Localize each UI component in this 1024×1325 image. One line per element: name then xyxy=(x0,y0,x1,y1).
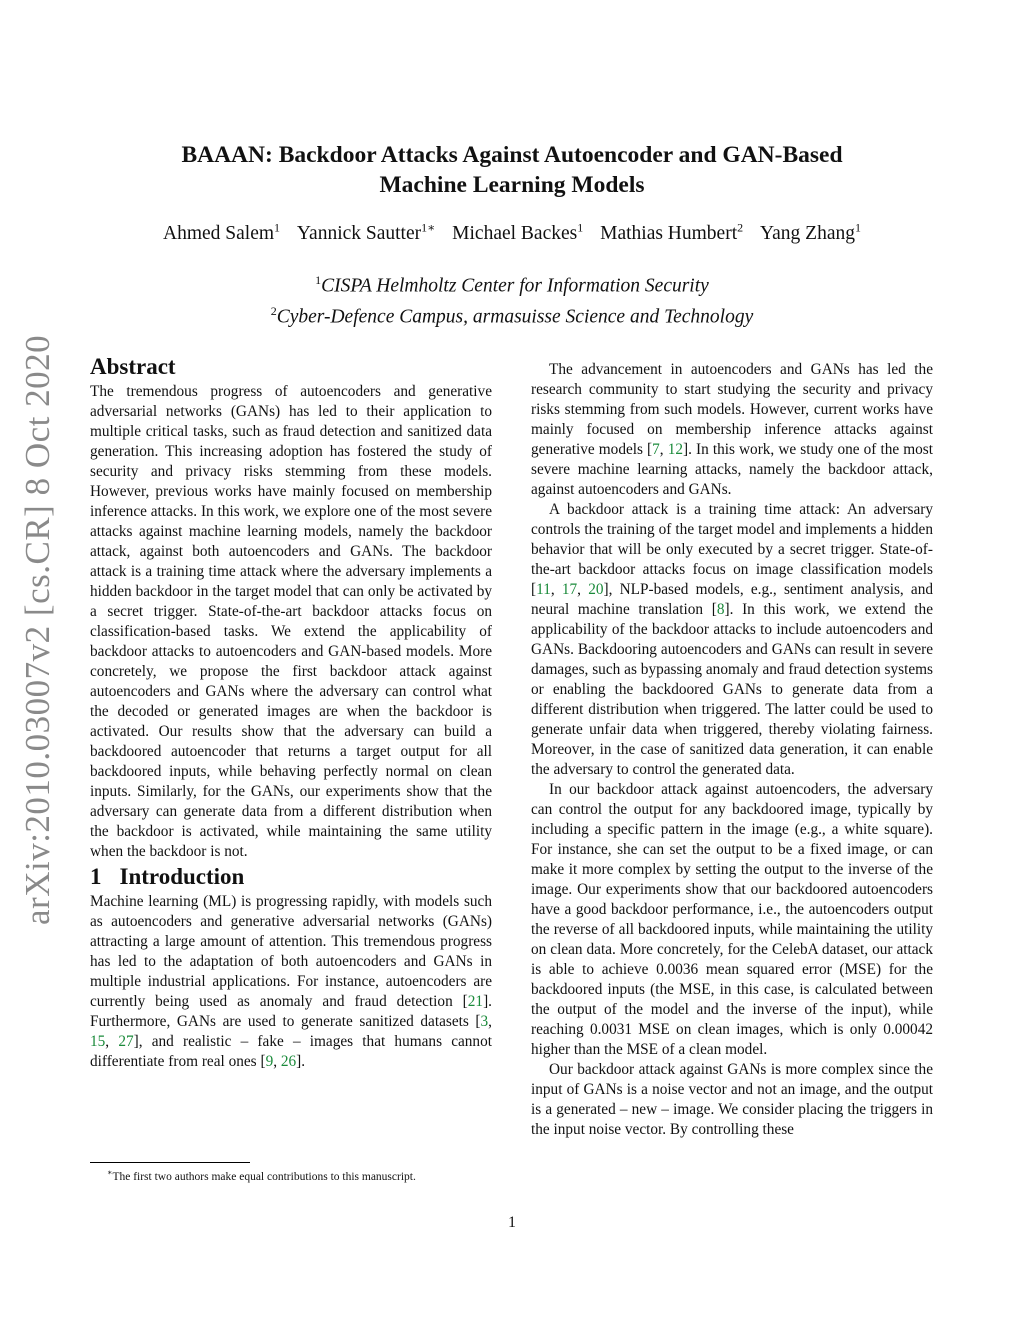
author: Yannick Sautter$^{1∗}$ xyxy=(296,220,436,244)
left-column xyxy=(90,352,492,1072)
footnote-divider xyxy=(90,1162,250,1163)
citation-link[interactable]: 11 xyxy=(536,581,551,598)
title-line-2: Machine Learning Models xyxy=(379,172,645,198)
introduction-heading: 1 Introduction xyxy=(90,864,245,889)
page-number: 1 xyxy=(508,1214,516,1231)
citation-link[interactable]: 26 xyxy=(280,1053,297,1070)
paper-title xyxy=(150,140,874,200)
affiliation: $^2$Cyber-Defence Campus, armasuisse Science and Technology xyxy=(270,303,754,327)
intro-paragraph: A backdoor attack is a training time attack: An adversary controls the training of the target model and implements a hidden behavior that will be only executed by a secret trigger. State-of-the-art backdoor attacks focus on image classification models [11, 17, 20], NLP-based models, e.g., sentiment analysis, and neural machine translation [8]. In this work, we extend the applicability of the backdoor attacks to include autoencoders and GANs. Backdooring autoencoders and GANs can result in severe damages, such as bypassing anomaly and fraud detection systems or enabling the backdoored GANs to generate data from a different distribution when triggered. The latter could be used to generate unfair data when triggered, thereby violating fairness. Moreover, in the case of sanitized data generation, it can enable the adversary to control the generated data. xyxy=(531,501,934,778)
citation-link[interactable]: 8 xyxy=(716,601,725,618)
title-line-1: BAAAN: Backdoor Attacks Against Autoencoder and GAN-Based xyxy=(181,142,843,168)
intro-paragraph: Our backdoor attack against GANs is more complex since the input of GANs is a noise vector and not an image, and the output is a generated – new – image. We consider placing the triggers in the input noise vector. By controlling these xyxy=(531,1061,933,1138)
citation-link[interactable]: 7 xyxy=(652,441,660,458)
affiliations xyxy=(150,268,874,329)
citation-link[interactable]: 20 xyxy=(588,581,604,598)
author: Michael Backes$^1$ xyxy=(452,220,584,244)
right-column xyxy=(531,360,933,1140)
intro-paragraph: Machine learning (ML) is progressing rapidly, with models such as autoencoders and generative adversarial networks (GANs) attracting a large amount of attention. This tremendous progress has led to the adaptation of both autoencoders and GANs in multiple industrial applications. For instance, autoencoders are currently being used as anomaly and fraud detection [21]. Furthermore, GANs are used to generate sanitized datasets [3, 15, 27], and realistic – fake – images that humans cannot differentiate from real ones [9, 26]. xyxy=(90,893,492,1070)
citation-link[interactable]: 17 xyxy=(561,581,578,598)
arxiv-identifier: arXiv:2010.03007v2 [cs.CR] 8 Oct 2020 xyxy=(18,334,57,925)
citation-link[interactable]: 9 xyxy=(265,1053,274,1070)
citation-link[interactable]: 21 xyxy=(467,993,484,1010)
author: Ahmed Salem$^1$ xyxy=(163,220,281,244)
citation-link[interactable]: 15 xyxy=(90,1033,106,1050)
author: Yang Zhang$^1$ xyxy=(760,220,861,244)
author: Mathias Humbert$^2$ xyxy=(600,220,744,244)
citation-link[interactable]: 12 xyxy=(667,441,683,458)
author-list xyxy=(100,220,924,245)
affiliation: $^1$CISPA Helmholtz Center for Information Security xyxy=(315,273,709,297)
abstract-heading: Abstract xyxy=(90,354,176,379)
intro-paragraph: The advancement in autoencoders and GANs has led the research community to start studying the security and privacy risks stemming from such models. However, current works have mainly focused on membership inference attacks against generative models [7, 12]. In this work, we study one of the most severe machine learning attacks, namely the backdoor attack, against autoencoders and GANs. xyxy=(531,361,933,498)
intro-paragraph: In our backdoor attack against autoencoders, the adversary can control the output for any backdoored image, typically by including a specific pattern in the image (e.g., a white square). For instance, she can set the output to be a fixed image, or can make it more complex by setting the output to the inverse of the image. Our experiments show that our backdoored autoencoders have a good backdoor performance, i.e., the autoencoders output the reverse of all backdoored inputs, while maintaining the utility on clean data. More concretely, for the CelebA dataset, our attack is able to achieve 0.0036 mean squared error (MSE) for the backdoored inputs (the MSE, in this case, is calculated between the output of the model and the inverse of the input), while reaching 0.0031 MSE on clean images, which is only 0.00042 higher than the MSE of a clean model. xyxy=(531,781,933,1058)
abstract-text: The tremendous progress of autoencoders and generative adversarial networks (GANs) has led to their application to multiple critical tasks, such as fraud detection and sanitized data generation. This increasing adoption has fostered the study of security and privacy risks stemming from these models. However, previous works have mainly focused on membership inference attacks. In this work, we explore one of the most severe attacks against machine learning models, namely the backdoor attack, against both autoencoders and GANs. The backdoor attack is a training time attack where the adversary implements a hidden backdoor in the target model that can only be activated by a secret trigger. State-of-the-art backdoor attacks focus on classification-based tasks. We extend the applicability of backdoor attacks to autoencoders and GAN-based models. More concretely, we propose the first backdoor attack against autoencoders and GANs where the adversary can control what the decoded or generated images are when the backdoor is activated. Our results show that the adversary can build a backdoored autoencoder that returns a target output for all backdoored inputs, while behaving perfectly normal on clean inputs. Similarly, for the GANs, our experiments show that the adversary can generate data from a different distribution when the backdoor is activated, while maintaining the same utility when the backdoor is not. xyxy=(90,383,492,860)
footnote: ∗The first two authors make equal contributions to this manuscript. xyxy=(107,1168,416,1183)
citation-link[interactable]: 3 xyxy=(480,1013,489,1030)
citation-link[interactable]: 27 xyxy=(118,1033,134,1050)
